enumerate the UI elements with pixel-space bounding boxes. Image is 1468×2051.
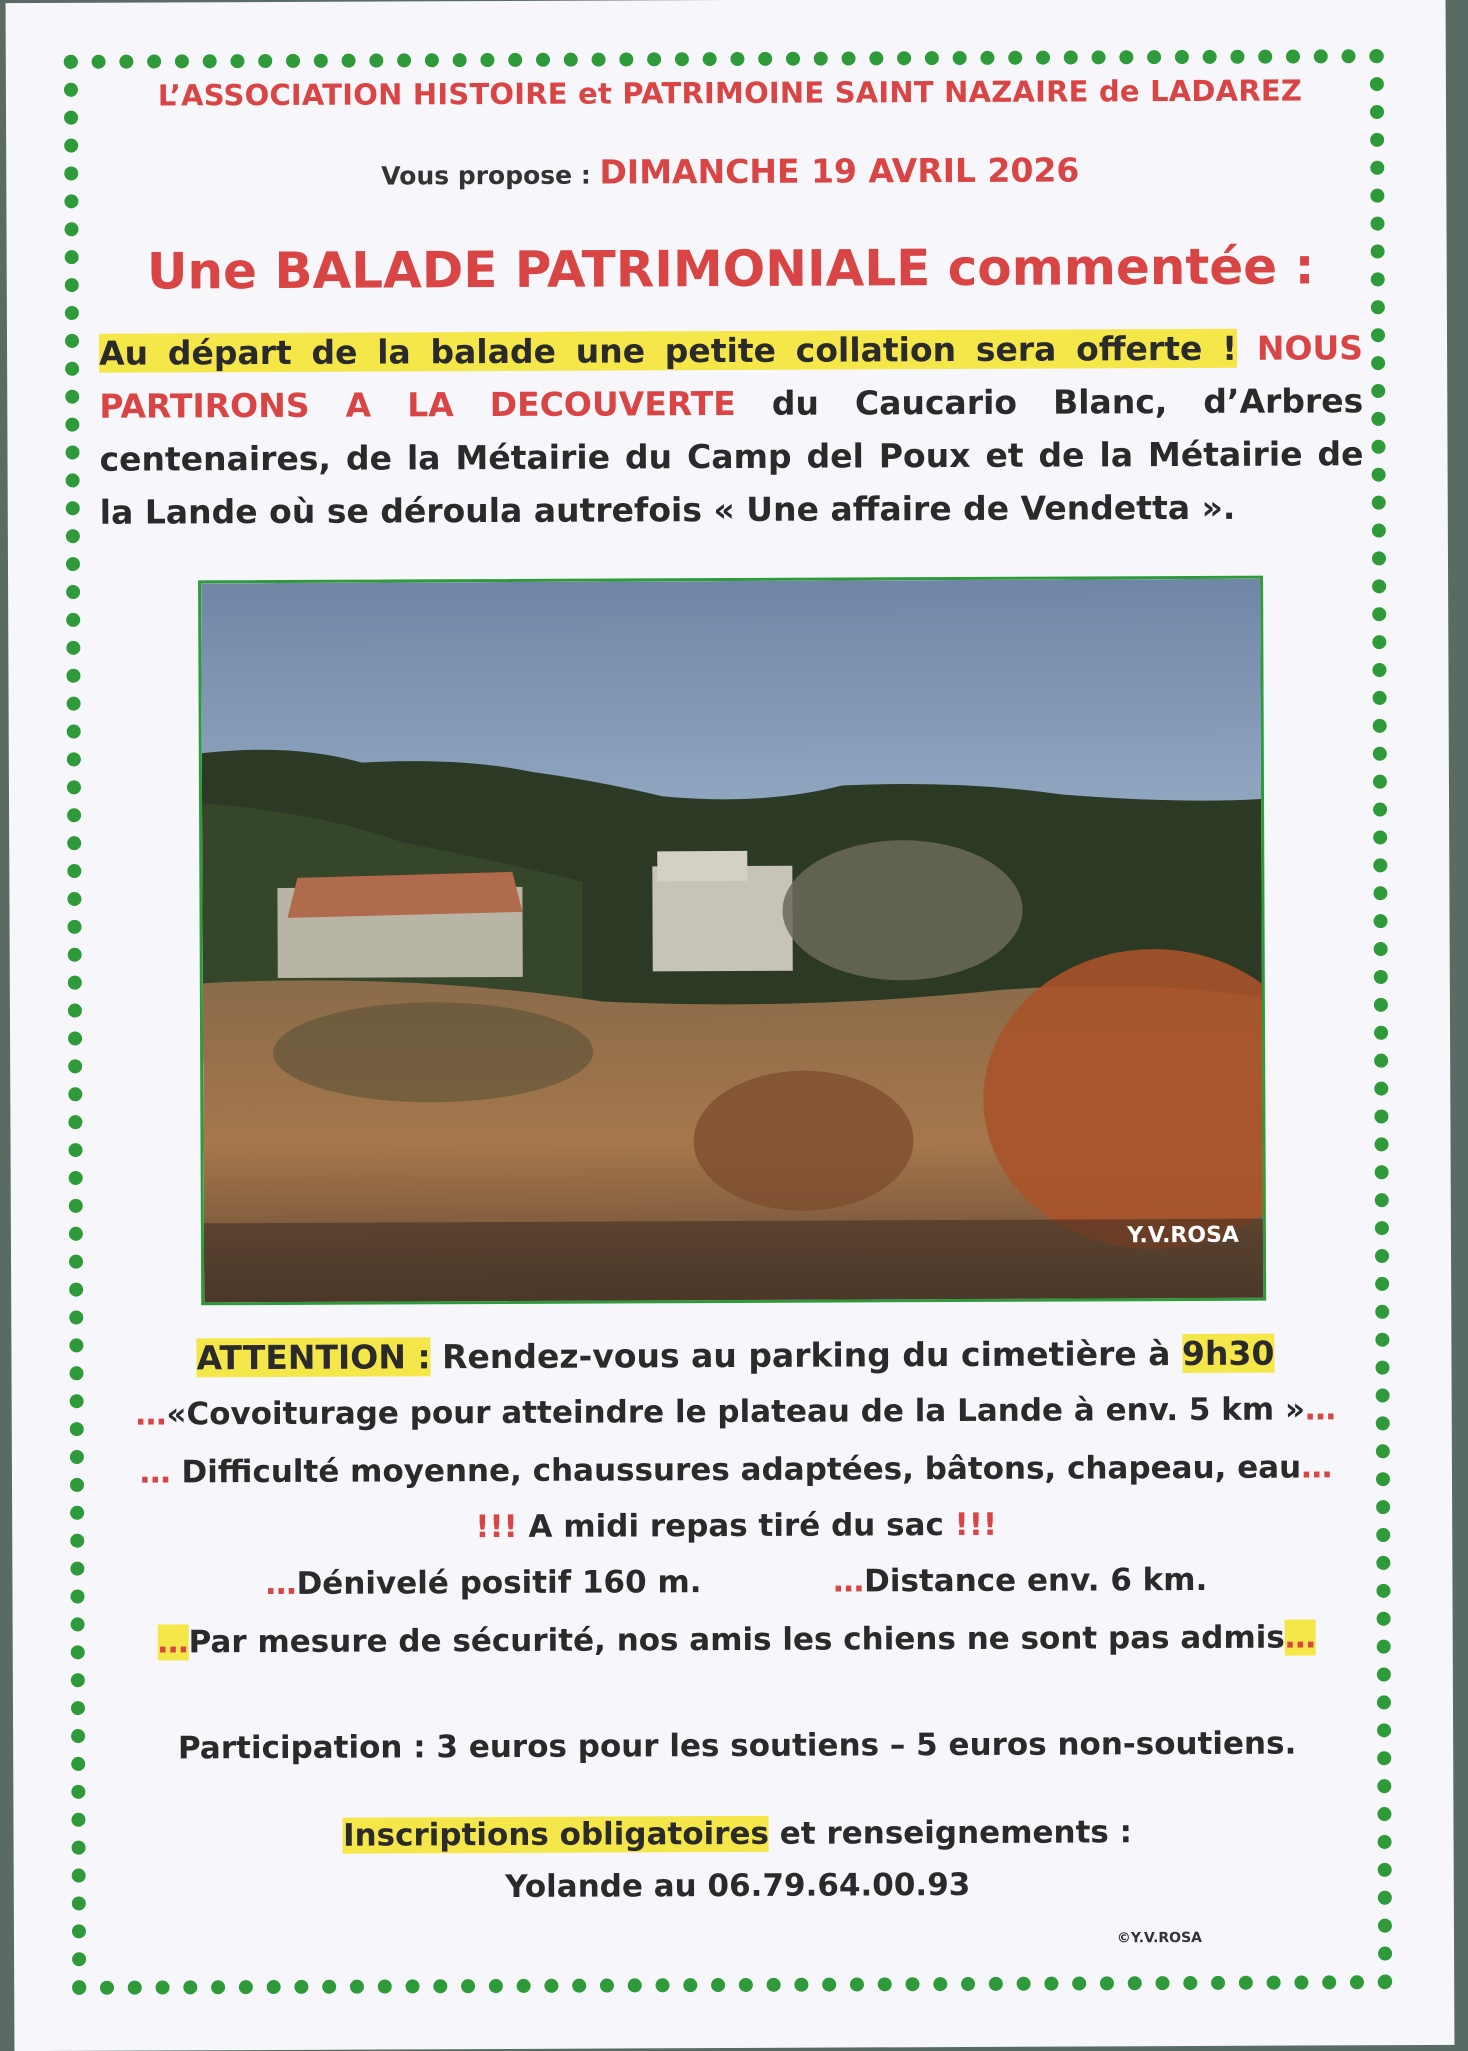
organization-name: L’ASSOCIATION HISTOIRE et PATRIMOINE SAINT NAZAIRE de LADAREZ — [157, 73, 1303, 113]
proposal-line — [96, 149, 1364, 194]
meeting-text: Rendez-vous au parking du cimetière à — [430, 1334, 1183, 1377]
dots-marker: … — [135, 1396, 167, 1433]
meeting-time: 9h30 — [1181, 1333, 1275, 1374]
dots-marker: … — [265, 1565, 297, 1603]
collation-highlight: Au départ de la balade une petite collation sera offerte ! — [98, 328, 1238, 373]
chiens-line — [103, 1617, 1371, 1663]
event-date: DIMANCHE 19 AVRIL 2026 — [599, 150, 1080, 192]
denivele-distance-line — [102, 1559, 1370, 1605]
renseignements-text: et renseignements : — [768, 1814, 1133, 1852]
bare-tree — [782, 840, 1023, 981]
attention-line — [101, 1333, 1369, 1379]
inscriptions-line — [103, 1811, 1371, 1857]
flyer-content — [96, 67, 1372, 1973]
dots-marker: … — [1284, 1619, 1316, 1656]
covoiturage-line — [102, 1389, 1370, 1435]
photo-credit: Y.V.ROSA — [1127, 1222, 1239, 1249]
event-title: Une BALADE PATRIMONIALE commentée : — [146, 237, 1315, 301]
difficulte-text: Difficulté moyenne, chaussures adaptées, bâtons, chapeau, eau — [181, 1449, 1302, 1491]
attention-label: ATTENTION : — [196, 1337, 431, 1378]
landscape-illustration — [201, 579, 1266, 1306]
contact-line: Yolande au 06.79.64.00.93 — [505, 1866, 971, 1905]
dots-marker: … — [1304, 1391, 1337, 1428]
dots-marker: … — [1301, 1449, 1333, 1486]
dots-marker: … — [139, 1454, 182, 1491]
dots-marker: … — [833, 1563, 865, 1600]
intro-paragraph — [99, 321, 1364, 539]
propose-label: Vous propose : — [381, 160, 600, 191]
farmhouse-right — [652, 866, 792, 972]
participation-line: Participation : 3 euros pour les soutiens – 5 euros non-soutiens. — [177, 1725, 1297, 1767]
landscape-photo — [198, 576, 1266, 1306]
difficulte-line — [102, 1447, 1370, 1493]
inscriptions-label: Inscriptions obligatoires — [342, 1815, 770, 1854]
repas-text: A midi repas tiré du sac — [517, 1507, 955, 1545]
discovery-heading: NOUS PARTIRONS A LA DECOUVERTE — [99, 328, 1364, 426]
exclamation-marker: !!! — [475, 1508, 518, 1546]
shrub-center — [693, 1070, 914, 1211]
dots-marker: … — [157, 1624, 189, 1661]
intro-rest: du Caucario Blanc, d’Arbres centenaires, de la Métairie du Camp del Poux et de la Métairie de la Lande où se déroula autrefois « Une affaire de Vendetta ». — [99, 381, 1364, 532]
covoiturage-text: «Covoiturage pour atteindre le plateau de la Lande à env. 5 km » — [166, 1391, 1306, 1433]
exclamation-marker: !!! — [954, 1506, 998, 1544]
denivele-text: Dénivelé positif 160 m. — [296, 1564, 702, 1602]
copyright-credit: ©Y.V.ROSA — [1116, 1929, 1203, 1947]
distance-text: Distance env. 6 km. — [864, 1561, 1208, 1600]
farmhouse-upper — [657, 851, 747, 881]
foreground-shadow — [204, 1219, 1266, 1306]
chiens-text: Par mesure de sécurité, nos amis les chiens ne sont pas admis — [188, 1619, 1285, 1661]
flyer-sheet — [6, 0, 1455, 2051]
repas-line — [102, 1503, 1370, 1549]
roof-left — [287, 872, 522, 918]
